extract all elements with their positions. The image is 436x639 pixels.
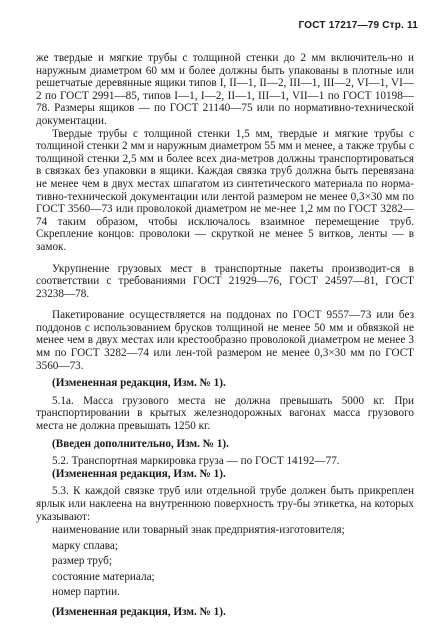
list-item: наименование или товарный знак предприятия-изготовителя; — [52, 524, 345, 537]
document-body — [36, 52, 414, 618]
paragraph-5-1a: 5.1а. Масса грузового места не должна превышать 5000 кг. При транспортировании в крытых железнодорожных вагонах масса грузового места не должна превышать 1250 кг. — [36, 394, 414, 433]
list-item: состояние материала; — [52, 570, 155, 583]
paragraph: же твердые и мягкие трубы с толщиной стенки до 2 мм включитель-но и наружным диаметром 60 мм и более должны быть упакованы в плотные или решетчатые деревянные ящики типов I, II—1, II—2, III—1, III—2, VI—1, VI—2 по ГОСТ 2991—85, типов I—1, I—2, II—1, III—1, VII—1 по ГОСТ 10198—78. Размеры ящиков — по ГОСТ 21140—75 или по нормативно-технической документации. — [36, 52, 414, 127]
list-item: размер труб; — [52, 555, 112, 568]
page-header: ГОСТ 17217—79 Стр. 11 — [298, 20, 418, 31]
paragraph: Твердые трубы с толщиной стенки 1,5 мм, твердые и мягкие трубы с толщиной стенки 2 мм и наружным диаметром 55 мм и менее, а также трубы с толщиной стенки 2,5 мм и более всех диа-метров должны транспортироваться в связках без упаковки в ящики. Каждая связка труб должна быть перевязана не менее чем в двух местах шпагатом из синтетического материала по норма-тивно-технической документации или лентой размером не менее 0,3×30 мм по ГОСТ 3560—73 или проволокой диаметром не ме-нее 1,2 мм по ГОСТ 3282—74 таким образом, чтобы исключалось взаимное перемещение труб. Скрепление концов: проволоки — скруткой не менее 5 витков, ленты — в замок. — [36, 127, 414, 253]
paragraph-5-2: 5.2. Транспортная маркировка груза — по ГОСТ 14192—77. — [52, 455, 340, 468]
paragraph: Укрупнение грузовых мест в транспортные пакеты производит-ся в соответствии с требованиями ГОСТ 21929—76, ГОСТ 24597—81, ГОСТ 23238—78. — [36, 262, 414, 300]
amendment-note: (Измененная редакция, Изм. № 1). — [52, 605, 226, 618]
list-item: номер партии. — [52, 586, 120, 599]
label-items-list — [36, 523, 414, 601]
amendment-note: (Измененная редакция, Изм. № 1). — [52, 377, 226, 390]
paragraph: Пакетирование осуществляется на поддонах по ГОСТ 9557—73 или без поддонов с использованием брусков толщиной не менее 50 мм и обвязкой не менее чем в двух местах или крестообразно проволокой диаметром не менее 3 мм по ГОСТ 3282—74 или лен-той размером не менее 0,3×30 мм по ГОСТ 3560—73. — [36, 309, 414, 372]
amendment-note: (Измененная редакция, Изм. № 1). — [52, 467, 226, 480]
amendment-note: (Введен дополнительно, Изм. № 1). — [52, 437, 229, 450]
paragraph-5-3: 5.3. К каждой связке труб или отдельной трубе должен быть прикреплен ярлык или наклеена на внутреннюю поверхность тру-бы этикетка, на которых указывают: — [36, 485, 414, 523]
list-item: марку сплава; — [52, 539, 118, 552]
